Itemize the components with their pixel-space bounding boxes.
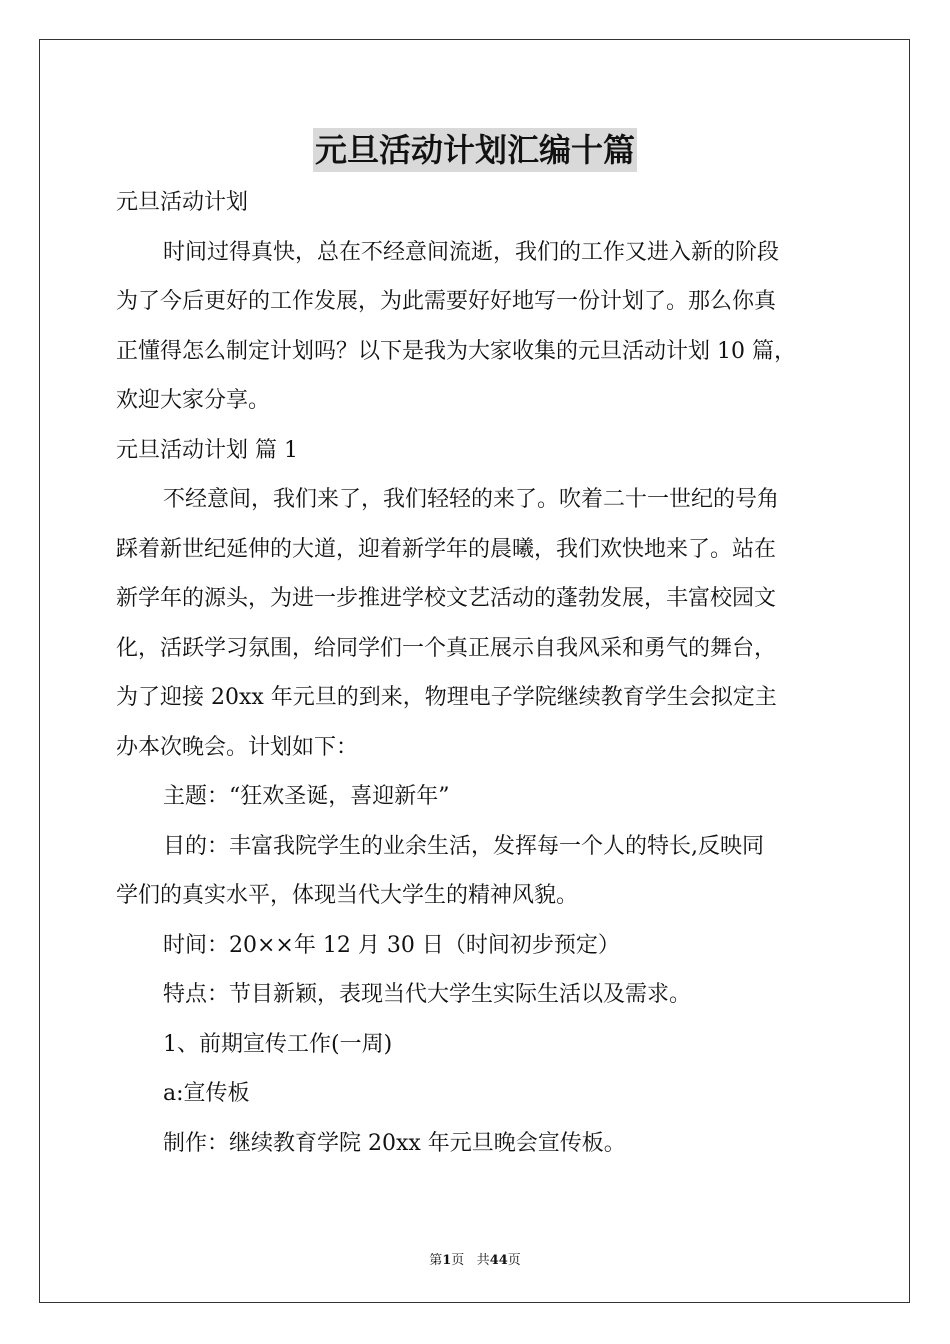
text-line: 不经意间，我们来了，我们轻轻的来了。吹着二十一世纪的号角 xyxy=(163,487,780,512)
text-line: 踩着新世纪延伸的大道，迎着新学年的晨曦，我们欢快地来了。站在 xyxy=(116,536,777,562)
text-line: 元旦活动计划 篇 1 xyxy=(116,437,298,463)
text-line: 目的：丰富我院学生的业余生活，发挥每一个人的特长,反映同 xyxy=(163,833,764,859)
title-container xyxy=(0,128,950,172)
text-line: 为了今后更好的工作发展，为此需要好好地写一份计划了。那么你真 xyxy=(116,289,777,314)
document-body xyxy=(116,178,856,1168)
text-line: 新学年的源头，为进一步推进学校文艺活动的蓬勃发展，丰富校园文 xyxy=(116,586,777,611)
text-line: 制作：继续教育学院 20xx 年元旦晚会宣传板。 xyxy=(163,1130,626,1156)
text-line: 正懂得怎么制定计划吗？以下是我为大家收集的元旦活动计划 10 篇， xyxy=(116,338,796,364)
footer-total-prefix: 共 xyxy=(476,1253,490,1268)
footer-total-pages: 44 xyxy=(489,1253,508,1268)
footer-total-suffix: 页 xyxy=(507,1253,521,1268)
text-line: 为了迎接 20xx 年元旦的到来，物理电子学院继续教育学生会拟定主 xyxy=(116,685,777,710)
text-line: 时间过得真快，总在不经意间流逝，我们的工作又进入新的阶段 xyxy=(163,239,780,265)
page-footer xyxy=(0,1249,950,1268)
text-line: 1、前期宣传工作(一周) xyxy=(163,1031,393,1057)
text-line: 特点：节目新颖，表现当代大学生实际生活以及需求。 xyxy=(163,982,692,1007)
text-line: 时间：20××年 12 月 30 日（时间初步预定） xyxy=(163,932,620,958)
footer-page-prefix: 第 xyxy=(429,1253,443,1268)
document-title: 元旦活动计划汇编十篇 xyxy=(313,128,637,172)
text-line: a:宣传板 xyxy=(163,1081,250,1106)
footer-page-suffix: 页 xyxy=(451,1253,465,1268)
text-line: 办本次晚会。计划如下： xyxy=(116,734,359,760)
text-line: 元旦活动计划 xyxy=(116,190,249,215)
text-line: 学们的真实水平，体现当代大学生的精神风貌。 xyxy=(116,883,579,908)
footer-page-number: 1 xyxy=(442,1253,452,1268)
text-line: 主题：“狂欢圣诞，喜迎新年” xyxy=(163,784,450,809)
text-line: 化，活跃学习氛围，给同学们一个真正展示自我风采和勇气的舞台， xyxy=(116,635,777,661)
text-line: 欢迎大家分享。 xyxy=(116,388,271,413)
